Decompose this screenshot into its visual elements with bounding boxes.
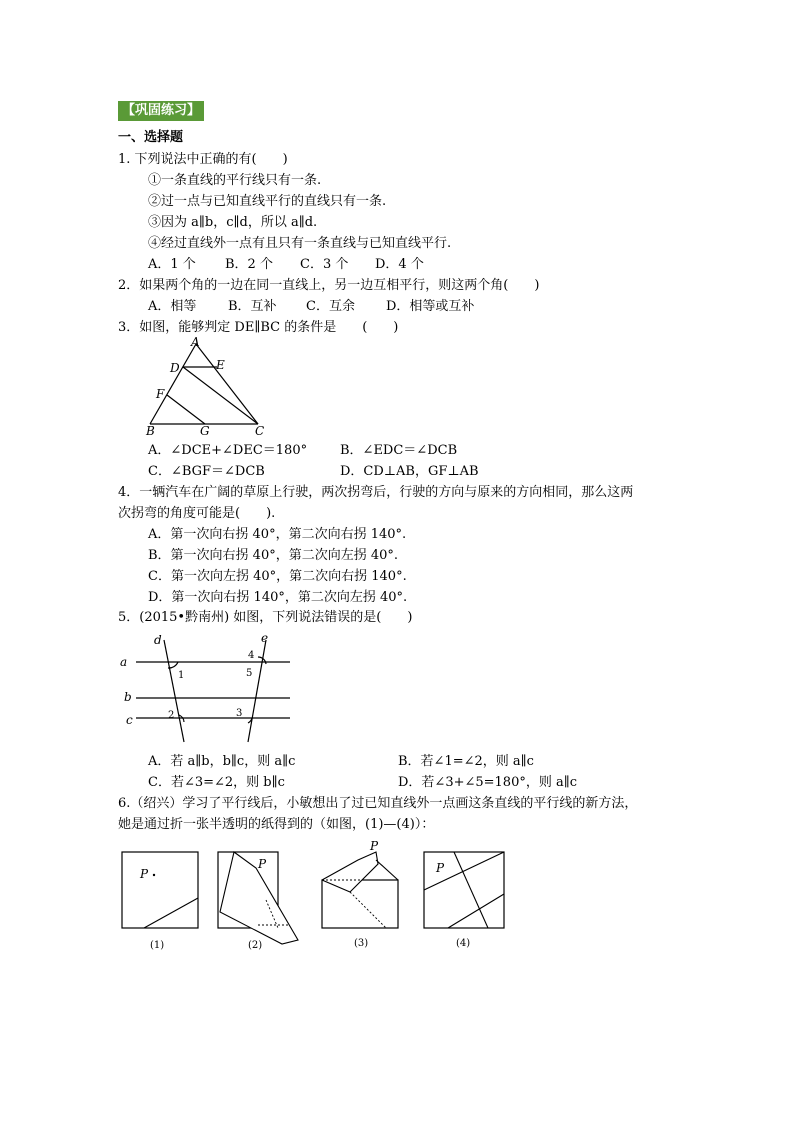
q5-label-3: 3 — [236, 708, 243, 719]
q6-figure-2 — [218, 852, 298, 951]
q4-stem-line1: 4．一辆汽车在广阔的草原上行驶，两次拐弯后，行驶的方向与原来的方向相同，那么这两 — [118, 485, 634, 500]
q6-caption-1: (1) — [150, 940, 165, 951]
q5-label-4: 4 — [248, 650, 255, 661]
q3-label-e: E — [216, 358, 225, 372]
q1-option-a: A．1 个 — [148, 257, 196, 272]
q2-option-b: B．互补 — [228, 299, 277, 314]
q3-label-a: A — [191, 336, 200, 349]
q6-fig1-p-label: P — [140, 867, 149, 881]
q1-option-d: D．4 个 — [375, 257, 424, 272]
q1-item-4: ④经过直线外一点有且只有一条直线与已知直线平行. — [148, 236, 452, 251]
q6-stem-line2: 她是通过折一张半透明的纸得到的（如图，(1)—(4)）： — [118, 817, 435, 832]
q3-triangle-figure — [138, 336, 268, 438]
q1-option-b: B．2 个 — [225, 257, 273, 272]
q3-label-b: B — [146, 424, 155, 438]
q4-option-a: A．第一次向右拐 40°，第二次向右拐 140°. — [148, 527, 407, 542]
q2-option-a: A．相等 — [148, 299, 197, 314]
q3-option-c: C．∠BGF＝∠DCB — [148, 464, 265, 479]
q6-fig2-p-label: P — [258, 857, 267, 871]
q2-option-c: C．互余 — [306, 299, 355, 314]
q6-caption-3: (3) — [354, 938, 369, 949]
q4-stem-line2: 次拐弯的角度可能是( ). — [118, 506, 276, 521]
q1-item-2: ②过一点与已知直线平行的直线只有一条. — [148, 194, 387, 209]
section-tag: 【巩固练习】 — [118, 101, 204, 121]
q6-figure-3 — [322, 840, 398, 949]
q5-label-5: 5 — [246, 668, 253, 679]
q5-label-b: b — [124, 690, 132, 704]
q3-option-b: B．∠EDC＝∠DCB — [340, 443, 458, 458]
q1-stem: 1. 下列说法中正确的有( ) — [118, 152, 288, 167]
q6-caption-2: (2) — [248, 940, 263, 951]
q5-label-d: d — [154, 633, 162, 647]
q4-option-b: B．第一次向右拐 40°，第二次向左拐 40°. — [148, 548, 399, 563]
q5-label-e: e — [261, 631, 269, 645]
q6-folding-figures — [118, 840, 508, 955]
q3-stem: 3．如图，能够判定 DE∥BC 的条件是 ( ) — [118, 320, 399, 335]
q6-fig3-p-label: P — [370, 840, 379, 853]
q5-option-b: B．若∠1=∠2，则 a∥c — [398, 754, 534, 769]
q1-item-3: ③因为 a∥b，c∥d，所以 a∥d. — [148, 215, 318, 230]
q6-figure-1 — [122, 852, 198, 951]
q6-figure-4 — [424, 852, 504, 949]
q5-parallel-lines-figure — [116, 630, 296, 744]
q3-label-c: C — [255, 424, 265, 438]
q1-option-c: C．3 个 — [300, 257, 349, 272]
q3-option-a: A．∠DCE+∠DEC＝180° — [148, 443, 308, 458]
q4-option-d: D．第一次向右拐 140°，第二次向左拐 40°. — [148, 590, 408, 605]
q6-stem-line1: 6.（绍兴）学习了平行线后，小敏想出了过已知直线外一点画这条直线的平行线的新方法， — [118, 796, 638, 811]
q5-label-1: 1 — [178, 670, 185, 681]
q4-option-c: C．第一次向左拐 40°，第二次向右拐 140°. — [148, 569, 407, 584]
q1-item-1: ①一条直线的平行线只有一条. — [148, 173, 322, 188]
q5-stem: 5．(2015•黔南州) 如图，下列说法错误的是( ) — [118, 610, 413, 625]
q5-label-c: c — [126, 713, 133, 727]
q6-fig4-p-label: P — [436, 861, 445, 875]
q3-label-f: F — [156, 387, 165, 401]
q3-label-d: D — [170, 361, 180, 375]
q5-option-d: D．若∠3+∠5=180°，则 a∥c — [398, 775, 578, 790]
q5-label-a: a — [120, 655, 128, 669]
q5-label-2: 2 — [168, 710, 175, 721]
q6-caption-4: (4) — [456, 938, 471, 949]
q2-stem: 2．如果两个角的一边在同一直线上，另一边互相平行，则这两个角( ) — [118, 278, 540, 293]
q3-label-g: G — [200, 424, 210, 438]
q3-option-d: D．CD⊥AB，GF⊥AB — [340, 464, 479, 479]
section-heading: 一、选择题 — [118, 130, 184, 145]
q5-option-c: C．若∠3=∠2，则 b∥c — [148, 775, 285, 790]
q2-option-d: D．相等或互补 — [386, 299, 475, 314]
q5-option-a: A．若 a∥b，b∥c，则 a∥c — [148, 754, 296, 769]
